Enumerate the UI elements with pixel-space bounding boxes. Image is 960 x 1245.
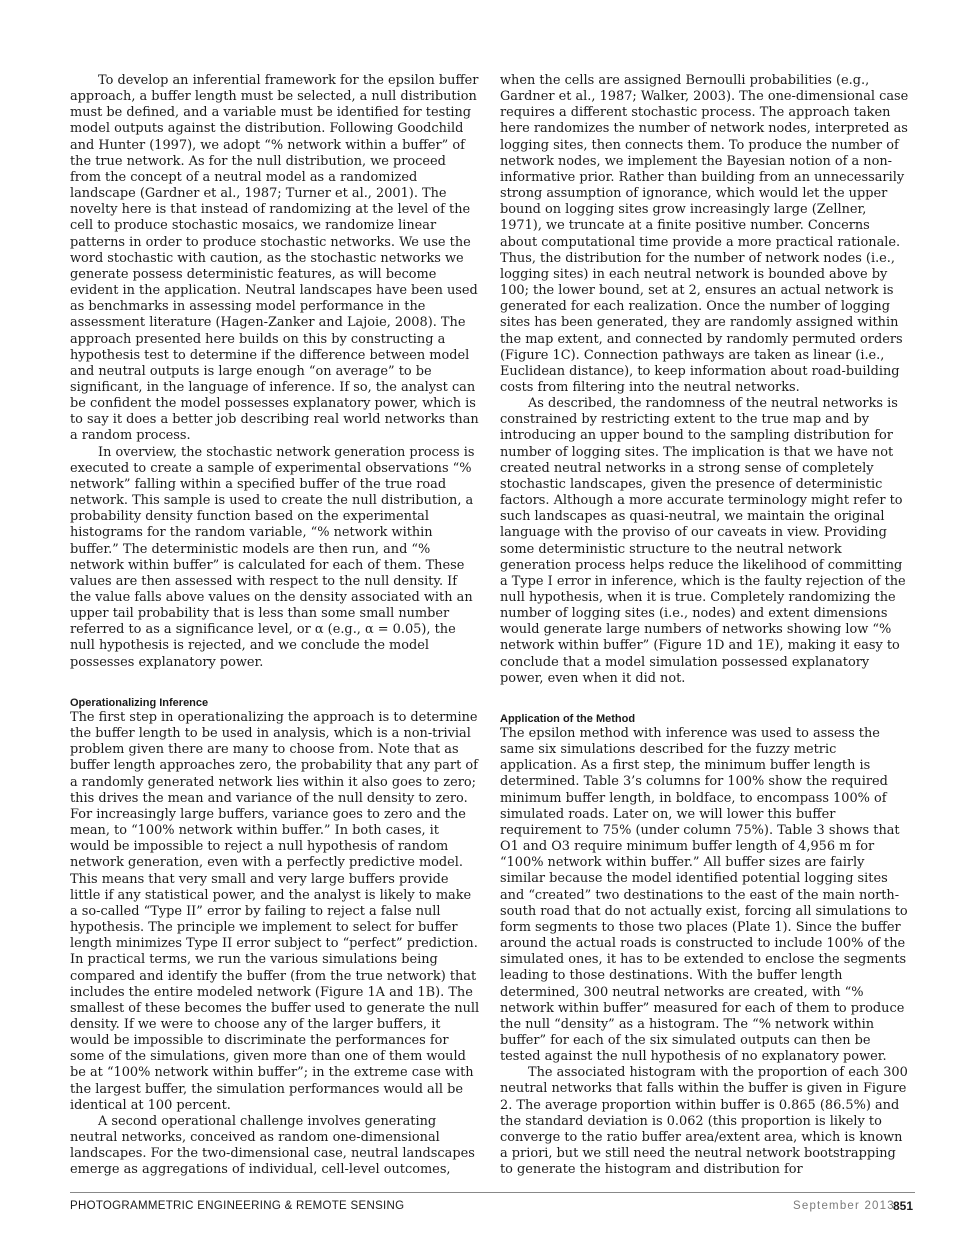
section-heading-application-of-method: Application of the Method [500,713,636,725]
section-operationalizing-inference [70,696,480,1179]
paragraph-bernoulli: when the cells are assigned Bernoulli probabilities (e.g., Gardner et al., 1987; Walker, 2003). The one-dimensional case requires a different stochastic process. The approach taken here randomizes the number of network nodes, interpreted as logging sites, then connects them. To produce the number of network nodes, we implement the Bayesian notion of a non-informative prior. Rather than building from an unnecessarily strong assumption of ignorance, which would let the upper bound on logging sites grow increasingly large (Zellner, 1971), we truncate at a finite positive number. Concerns about computational time provide a more practical rationale. Thus, the distribution for the number of network nodes (i.e., logging sites) in each neutral network is bounded above by 100; the lower bound, set at 2, ensures an actual network is generated for each realization. Once the number of logging sites has been generated, they are randomly assigned within the map extent, and connected by randomly permuted orders (Figure 1C). Connection pathways are taken as linear (i.e., Euclidean distance), to keep information about road-building costs from filtering into the neutral networks. [500,73,909,395]
paragraph-overview: In overview, the stochastic network generation process is executed to create a sample of experimental observations “% network” falling within a specified buffer of the true road network. This sample is used to create the null distribution, a probability density function based on the experimental histograms for the random variable, “% network within buffer.” The deterministic models are then run, and “% network within buffer” is calculated for each of them. These values are then assessed with respect to the null density. If the value falls above values on the density associated with an upper tail probability that is less than some small number referred to as a significance level, or α (e.g., α = 0.05), the null hypothesis is rejected, and we conclude the model possesses explanatory power. [70,444,475,670]
footer-rule [70,1192,915,1193]
paragraph-histogram: The associated histogram with the proportion of each 300 neutral networks that falls within the buffer is given in Figure 2. The average proportion within buffer is 0.865 (86.5%) and the standard deviation is 0.062 (this proportion is likely to converge to the ratio buffer area/extent area, which is known a priori, but we still need the neutral network bootstrapping to generate the histogram and distribution for [500,1065,908,1178]
paragraph-neutral-networks: A second operational challenge involves generating neutral networks, conceived as random one-dimensional landscapes. For the two-dimensional case, neutral landscapes emerge as aggregations of individual, cell-level outcomes, [70,1113,475,1178]
paragraph-inferential-framework: To develop an inferential framework for the epsilon buffer approach, a buffer length must be selected, a null distribution must be defined, and a variable must be identified for testing model outputs against the distribution. Following Goodchild and Hunter (1997), we adopt “% network within a buffer” of the true network. As for the null distribution, we proceed from the concept of a neutral model as a randomized landscape (Gardner et al., 1987; Turner et al., 2001). The novelty here is that instead of randomizing at the level of the cell to produce stochastic mosaics, we randomize linear patterns in order to produce stochastic networks. We use the word stochastic with caution, as the stochastic networks we generate possess deterministic features, as will become evident in the application. Neutral landscapes have been used as benchmarks in assessing model performance in the assessment literature (Hagen-Zanker and Lajoie, 2008). The approach presented here builds on this by constructing a hypothesis test to determine if the difference between model and neutral outputs is large enough “on average” to be significant, in the language of inference. If so, the analyst can be confident the model possesses explanatory power, which is to say it does a better job describing real world networks than a random process. [70,73,479,444]
footer-issue-date: September 2013 [793,1200,895,1212]
paragraph-epsilon-method: The epsilon method with inference was used to assess the same six simulations described for the fuzzy metric application. As a first step, the minimum buffer length is determined. Table 3’s columns for 100% show the required minimum buffer length, in boldface, to encompass 100% of simulated roads. Later on, we will lower this buffer requirement to 75% (under column 75%). Table 3 shows that O1 and O3 require minimum buffer length of 4,956 m for “100% network within buffer.” All buffer sizes are fairly similar because the model identified potential logging sites and “created” two destinations to the east of the main north-south road that do not actually exist, forcing all simulations to form segments to those two places (Plate 1). Since the buffer around the actual roads is constructed to include 100% of the simulated ones, it has to be extended to enclose the segments leading to those destinations. With the buffer length determined, 300 neutral networks are created, with “% network within buffer” measured for each of them to produce the null “density” as a histogram. The “% network within buffer” for each of the six simulated outputs can then be tested against the null hypothesis of no explanatory power. [500,726,908,1065]
left-column [70,73,480,671]
paragraph-buffer-length: The first step in operationalizing the approach is to determine the buffer length to be used in analysis, which is a non-trivial problem given there are many to choose from. Note that as buffer length approaches zero, the probability that any part of a randomly generated network lies within it also goes to zero; this drives the mean and variance of the null density to zero. For increasingly large buffers, variance goes to zero and the mean, to “100% network within buffer.” In both cases, it would be impossible to reject a null hypothesis of random network generation, even with a perfectly predictive model. This means that very small and very large buffers provide little if any statistical power, and the analyst is likely to make a so-called “Type II” error by failing to reject a false null hypothesis. The principle we implement to select for buffer length minimizes Type II error subject to “perfect” prediction. In practical terms, we run the various simulations being compared and identify the buffer (from the true network) that includes the entire modeled network (Figure 1A and 1B). The smallest of these becomes the buffer used to generate the null density. If we were to choose any of the larger buffers, it would be impossible to discriminate the performances for some of the simulations, given more than one of them would be at “100% network within buffer”; in the extreme case with the largest buffer, the simulation performances would all be identical at 100 percent. [70,710,480,1113]
section-application-of-method [500,712,910,1178]
footer-page-number: 851 [893,1199,914,1213]
paragraph-randomness: As described, the randomness of the neutral networks is constrained by restricting extent to the true map and by introducing an upper bound to the sampling distribution for number of logging sites. The implication is that we have not created neutral networks in a strong sense of completely stochastic landscapes, given the presence of deterministic factors. Although a more accurate terminology might refer to such landscapes as quasi-neutral, we maintain the original language with the proviso of our caveats in view. Providing some deterministic structure to the neutral network generation process helps reduce the likelihood of committing a Type I error in inference, which is the faulty rejection of the null hypothesis, when it is true. Completely randomizing the number of logging sites (i.e., nodes) and extent dimensions would generate large numbers of networks showing low “% network within buffer” (Figure 1D and 1E), making it easy to conclude that a model simulation possessed explanatory power, even when it did not. [500,396,906,686]
footer-journal-name: PHOTOGRAMMETRIC ENGINEERING & REMOTE SENSING [70,1200,405,1212]
section-heading-operationalizing-inference: Operationalizing Inference [70,697,209,709]
right-column [500,73,910,687]
